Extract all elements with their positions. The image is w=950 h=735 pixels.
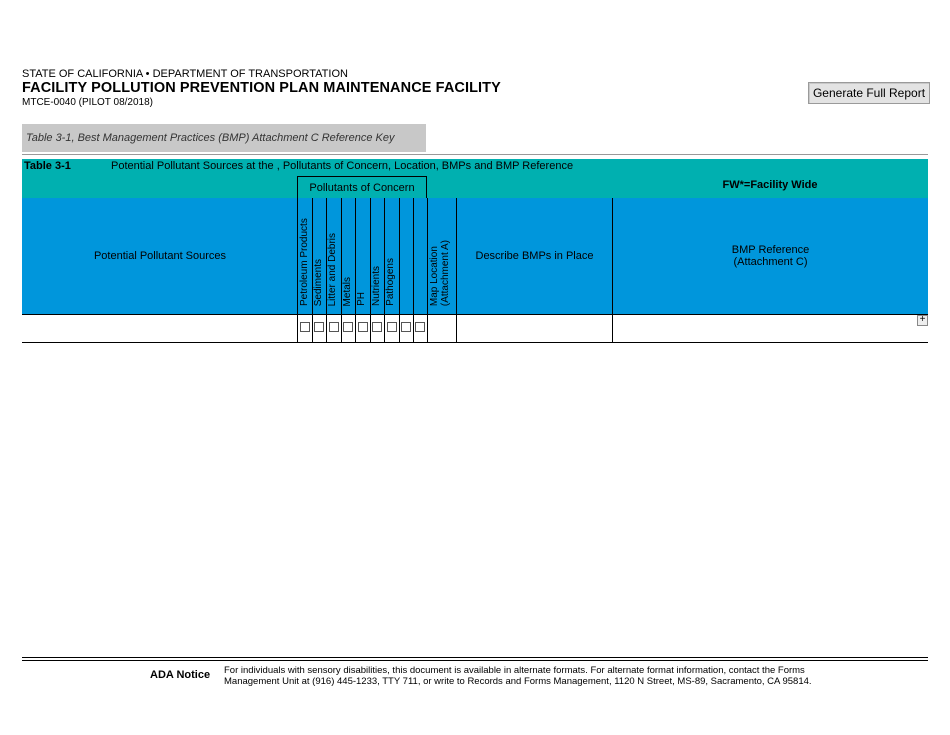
table-caption: Potential Pollutant Sources at the , Pollutants of Concern, Location, BMPs and BMP Reference: [111, 160, 574, 172]
grid-line: [326, 198, 327, 343]
row-divider: [22, 342, 928, 343]
grid-line: [399, 198, 400, 343]
form-title: FACILITY POLLUTION PREVENTION PLAN MAINTENANCE FACILITY: [22, 80, 501, 96]
grid-line: [341, 198, 342, 343]
pollutants-group-header: Pollutants of Concern: [297, 176, 427, 198]
grid-line: [413, 198, 414, 343]
footer-rule: [22, 660, 928, 661]
ada-notice-text: For individuals with sensory disabilities, this document is available in alternate formats. For alternate format information, contact the Forms Management Unit at (916) 445-1233, TTY 711, or write to Records and Forms Management, 1120 N Street, MS-89, Sacramento, CA 95814.: [224, 665, 812, 687]
pollutant-checkbox[interactable]: [387, 322, 397, 332]
map-location-input[interactable]: [428, 315, 456, 342]
grid-line: [312, 198, 313, 343]
bmp-reference-input[interactable]: [613, 315, 913, 342]
col-header-pollutant: PH: [356, 292, 367, 306]
ada-notice-label: ADA Notice: [150, 669, 211, 681]
grid-line: [370, 198, 371, 343]
reference-key-label: Table 3-1, Best Management Practices (BMP) Attachment C Reference Key: [26, 132, 395, 144]
col-header-pollutant: Litter and Debris: [327, 232, 338, 306]
reference-key-bar: [22, 124, 426, 152]
col-header-map-location: [429, 240, 453, 306]
pollutant-checkbox[interactable]: [343, 322, 353, 332]
col-header-pollutant: Pathogens: [385, 258, 396, 306]
divider: [22, 154, 928, 155]
form-number: MTCE-0040 (PILOT 08/2018): [22, 97, 153, 108]
pollutant-checkbox[interactable]: [358, 322, 368, 332]
footer-rule: [22, 657, 928, 658]
grid-line: [297, 198, 298, 343]
col-header-pollutant: Petroleum Products: [299, 218, 310, 306]
col-header-bmps: Describe BMPs in Place: [475, 250, 594, 262]
facility-wide-note: FW*=Facility Wide: [722, 179, 818, 191]
generate-report-button[interactable]: Generate Full Report: [808, 82, 930, 104]
col-header-bmp-reference: [613, 198, 928, 314]
col-header-pollutant: Metals: [342, 276, 353, 306]
bmp-reference-line2: (Attachment C): [733, 256, 808, 268]
add-row-button[interactable]: +: [917, 315, 928, 326]
agency-line: STATE OF CALIFORNIA • DEPARTMENT OF TRANSPORTATION: [22, 68, 348, 80]
map-location-line1: Map Location: [429, 245, 440, 306]
pollutant-checkbox[interactable]: [329, 322, 339, 332]
pollutant-checkbox[interactable]: [415, 322, 425, 332]
table-number: Table 3-1: [24, 160, 71, 172]
grid-line: [384, 198, 385, 343]
bmp-reference-line1: BMP Reference: [731, 244, 810, 256]
pollutant-checkbox[interactable]: [372, 322, 382, 332]
bmps-input[interactable]: [457, 315, 612, 342]
pollutant-source-input[interactable]: [22, 315, 297, 342]
pollutant-checkbox[interactable]: [314, 322, 324, 332]
pollutant-checkbox[interactable]: [401, 322, 411, 332]
col-header-pollutant: Nutrients: [371, 265, 382, 306]
col-header-sources: Potential Pollutant Sources: [93, 250, 227, 262]
col-header-pollutant: Sediments: [313, 258, 324, 306]
map-location-line2: (Attachment A): [440, 239, 451, 306]
pollutant-checkbox[interactable]: [300, 322, 310, 332]
grid-line: [355, 198, 356, 343]
